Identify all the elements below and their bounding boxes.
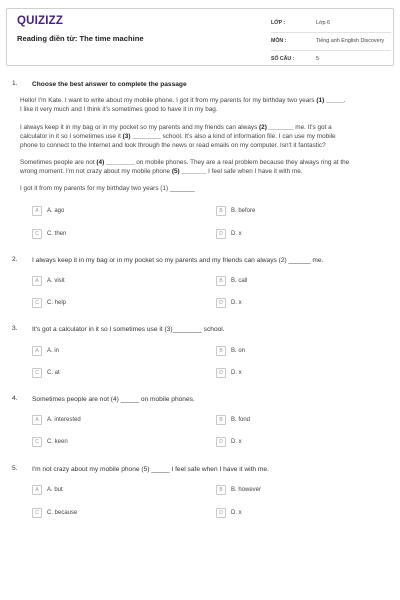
- blank-5: (5) _______: [171, 167, 207, 175]
- option-letter-box[interactable]: A: [32, 206, 42, 216]
- option-letter-box[interactable]: B: [216, 206, 226, 216]
- option-letter-box[interactable]: B: [216, 415, 226, 425]
- option-letter-box[interactable]: B: [216, 346, 226, 356]
- option-letter-box[interactable]: B: [216, 485, 226, 495]
- meta-table: [271, 16, 391, 69]
- passage-paragraph-1: Hello! I'm Kate. I want to write about my mobile phone. I got it from my parents for my birthday two years (1) _____. I like it very much and I think it's sometimes good to have it in my bag.: [20, 97, 346, 113]
- meta-row-subject: [271, 34, 391, 51]
- question-number: 1.: [12, 80, 18, 87]
- question-number: 2.: [12, 256, 18, 263]
- option-letter-box[interactable]: A: [32, 415, 42, 425]
- meta-label: SỐ CÂU :: [271, 56, 295, 62]
- meta-label: MÔN :: [271, 38, 287, 44]
- option-letter-box[interactable]: D: [216, 229, 226, 239]
- quizizz-logo: QUIZIZZ: [17, 15, 64, 27]
- option-letter-box[interactable]: C: [32, 229, 42, 239]
- page-title: Reading điền từ: The time machine: [17, 34, 144, 43]
- option-letter-box[interactable]: C: [32, 298, 42, 308]
- question-number: 4.: [12, 395, 18, 402]
- option-letter-box[interactable]: B: [216, 276, 226, 286]
- option-letter-box[interactable]: C: [32, 368, 42, 378]
- meta-value: Tiếng anh English Discovery: [316, 38, 385, 44]
- option-letter-box[interactable]: C: [32, 437, 42, 447]
- blank-2: (2) _______: [259, 124, 294, 131]
- question-number: 3.: [12, 325, 18, 332]
- question-text: I always keep it in my bag or in my pocket so my parents and my friends can always (2) ______ me.: [32, 257, 324, 264]
- meta-label: LỚP :: [271, 20, 286, 26]
- question-text: I'm not crazy about my mobile phone (5) _____ I feel safe when I have it with me.: [32, 466, 269, 473]
- meta-row-class: [271, 16, 391, 33]
- question-text: It's got a calculator in it so I sometimes use it (3)________ school.: [32, 326, 225, 333]
- blank-4: (4) ________: [96, 159, 135, 166]
- passage-paragraph-2: I always keep it in my bag or in my pocket so my parents and my friends can always (2) _______ me. It's got a calculator in it so I sometimes use it (3) ________ school. It's also a kind of information file. I can use my mobile phone to connect to the Internet and look through the news or read emails on my computer. Isn't it fantastic?: [20, 124, 336, 149]
- meta-value: Lớp 6: [316, 20, 331, 26]
- option-letter-box[interactable]: D: [216, 508, 226, 518]
- question-text: Sometimes people are not (4) _____ on mobile phones.: [32, 396, 195, 403]
- blank-1: (1) _____: [316, 97, 344, 104]
- option-letter-box[interactable]: C: [32, 508, 42, 518]
- option-letter-box[interactable]: D: [216, 298, 226, 308]
- meta-value: 5: [316, 56, 319, 62]
- worksheet-page: QUIZIZZ Reading điền từ: The time machine LỚP : Lớp 6 MÔN : Tiếng anh English Discovery SỐ CÂU : 5 1. Choose the best answer to complete the passage Hello! I'm Kate. I want to write about my mobile phone. I got it from my parents for my birthday two years (1) _____. I like it very much and I think it's sometimes good to have it in my bag. I always keep it in my bag or in my pocket so my parents and my friends can always (2) _______ me. It's got a calculator in it so I sometimes use it (3) ________ school. It's also a kind of information file. I can use my mobile phone to connect to the Internet and look through the news or read emails on my computer. Isn't it fantastic? Sometimes people are not (4) ________ on mobile phones. They are a real problem because they always ring at the wrong moment. I'm not crazy about my mobile phone (5) _______ I feel safe when I have it with me. I got it from my parents for my birthday two years (1) _______ A A. ago B B. before C C. then D D. x 2. I always keep it in my bag or in my pocket so my parents and my friends can always (2) ______ me. A A. visit B B. call C C. help D D. x 3. It's got a calculator in it so I sometimes use it (3)________ school. A A. in B B. on C C. at D D. x 4. Sometimes people are not (4) _____ on mobile phones. A A. interested B B. fond C C. keen D D. x 5. I'm not crazy about my mobile phone (5) _____ I feel safe when I have it with me. A A. but B B. however C C. because D D. x: [0, 0, 400, 600]
- meta-row-count: [271, 52, 391, 68]
- option-letter-box[interactable]: D: [216, 437, 226, 447]
- question-number: 5.: [12, 465, 18, 472]
- option-letter-box[interactable]: A: [32, 276, 42, 286]
- blank-3: (3) ________: [122, 132, 161, 140]
- option-letter-box[interactable]: A: [32, 485, 42, 495]
- option-letter-box[interactable]: D: [216, 368, 226, 378]
- worksheet-header: [6, 8, 394, 66]
- option-letter-box[interactable]: A: [32, 346, 42, 356]
- passage-paragraph-3: Sometimes people are not (4) ________ on mobile phones. They are a real problem because they always ring at the wrong moment. I'm not crazy about my mobile phone (5) _______ I feel safe when I have it with me.: [20, 159, 350, 175]
- question-instruction: Choose the best answer to complete the passage: [32, 81, 187, 88]
- question-1-text: I got it from my parents for my birthday two years (1) _______: [20, 185, 195, 192]
